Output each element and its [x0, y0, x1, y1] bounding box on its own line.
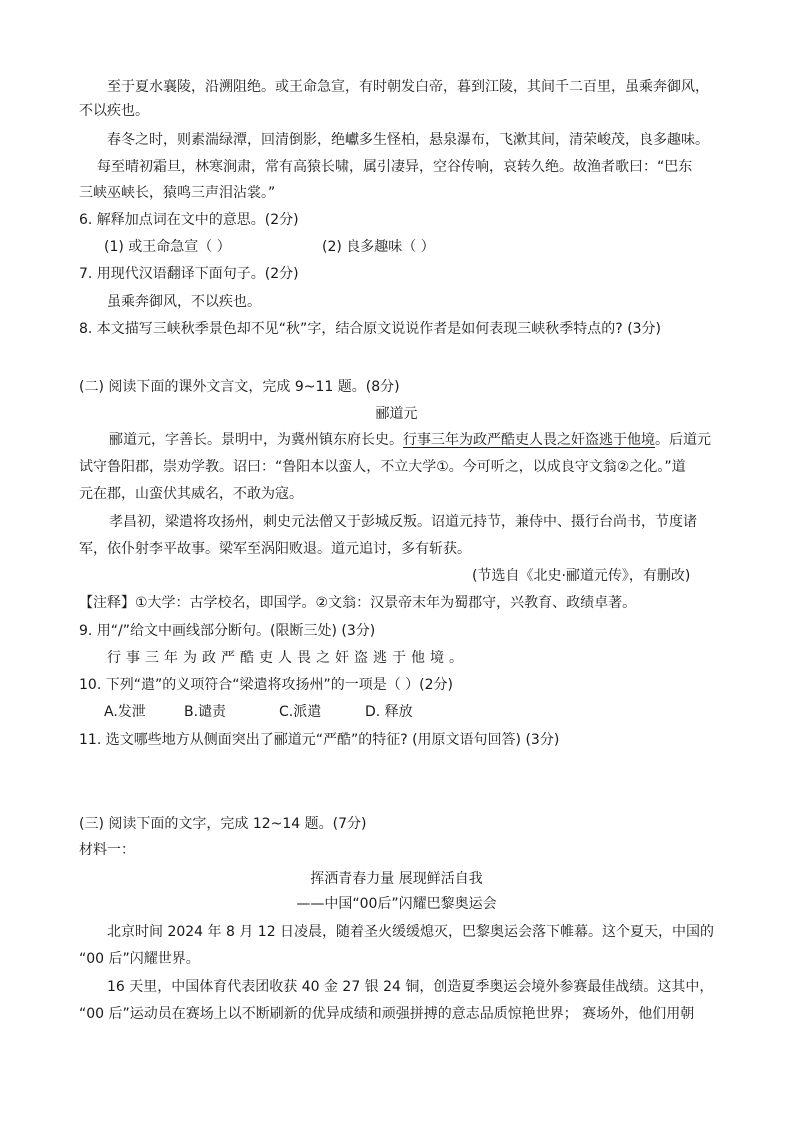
question-9-sentence: 行事三年为政严酷吏人畏之奸盗逃于他境。	[107, 650, 468, 666]
passage-line	[109, 430, 711, 450]
question-10-options	[104, 702, 413, 722]
option-d: D. 释放	[365, 704, 413, 720]
passage-line: 不以疾也。	[79, 103, 149, 119]
section-2-heading: (二) 阅读下面的课外文言文，完成 9~11 题。(8分)	[79, 379, 400, 395]
question-7-stem: 7. 用现代汉语翻译下面句子。(2分)	[79, 266, 299, 282]
passage-line: 16 天里，中国体育代表团收获 40 金 27 银 24 铜，创造夏季奥运会境外参赛最佳战绩。这其中，	[107, 979, 714, 995]
question-11-stem: 11. 选文哪些地方从侧面突出了郦道元“严酷”的特征? (用原文语句回答) (3分)	[79, 732, 560, 748]
option-a: A.发泄	[104, 704, 146, 720]
underlined-sentence: 行事三年为政严酷吏人畏之奸盗逃于他境	[403, 432, 655, 448]
passage-line: “00 后”闪耀世界。	[79, 951, 200, 967]
article-title: 挥洒青春力量 展现鲜活自我	[310, 871, 483, 887]
passage-line: 北京时间 2024 年 8 月 12 日凌晨，随着圣火缓缓熄灭，巴黎奥运会落下帷幕。这个夏天，中国的	[107, 924, 715, 940]
passage-text-post: 。后道元	[655, 432, 711, 448]
passage-source: (节选自《北史·郦道元传》，有删改)	[472, 568, 691, 584]
question-6-stem: 6. 解释加点词在文中的意思。(2分)	[79, 212, 299, 228]
passage-text-pre: 郦道元，字善长。景明中，为冀州镇东府长史。	[109, 432, 403, 448]
passage-line: 试守鲁阳郡，崇劝学教。诏曰：“鲁阳本以蛮人，不立大学①。今可听之，以成良守文翁②之化。”道	[79, 459, 686, 475]
question-6-item-2: (2) 良多趣味（ ）	[322, 239, 435, 255]
passage-line: 军，依仆射李平故事。梁军至涡阳败退。道元追讨，多有斩获。	[79, 541, 471, 557]
passage-line: 春冬之时，则素湍绿潭，回清倒影，绝巘多生怪柏，悬泉瀑布，飞漱其间，清荣峻茂，良多趣味。	[107, 132, 709, 148]
option-b: B.谴责	[184, 704, 227, 720]
question-7-sentence: 虽乘奔御风，不以疾也。	[107, 294, 261, 310]
passage-line: 孝昌初，梁遣将攻扬州，刺史元法僧又于彭城反叛。诏道元持节，兼侍中、摄行台尚书，节度诸	[109, 514, 697, 530]
passage-line: 三峡巫峡长，猿鸣三声泪沾裳。”	[79, 185, 276, 201]
material-label: 材料一：	[79, 842, 135, 858]
annotation-note: 【注释】①大学：古学校名，即国学。②文翁：汉景帝末年为蜀郡守，兴教育、政绩卓著。	[79, 595, 637, 611]
section-3-heading: (三) 阅读下面的文字，完成 12~14 题。(7分)	[79, 816, 367, 832]
question-8-stem: 8. 本文描写三峡秋季景色却不见“秋”字，结合原文说说作者是如何表现三峡秋季特点的? (3分)	[79, 321, 662, 337]
passage-line: 元在郡，山蛮伏其威名，不敢为寇。	[79, 486, 303, 502]
article-subtitle: ——中国“00后”闪耀巴黎奥运会	[296, 896, 497, 912]
question-6-item-1: (1) 或王命急宣（ ）	[104, 239, 231, 255]
question-10-stem: 10. 下列“遣”的义项符合“梁遣将攻扬州”的一项是（ ）(2分)	[79, 677, 454, 693]
passage-line: 至于夏水襄陵，沿溯阻绝。或王命急宣，有时朝发白帝，暮到江陵，其间千二百里，虽乘奔御风，	[107, 79, 709, 95]
question-9-stem: 9. 用“/”给文中画线部分断句。(限断三处) (3分)	[79, 623, 376, 639]
option-c: C.派遣	[279, 704, 322, 720]
section-2-title: 郦道元	[375, 406, 418, 422]
passage-line: “00 后”运动员在赛场上以不断刷新的优异成绩和顽强拼搏的意志品质惊艳世界； 赛场外，他们用朝	[79, 1006, 695, 1022]
passage-line: 每至晴初霜旦，林寒涧肃，常有高猿长啸，属引凄异，空谷传响，哀转久绝。故渔者歌曰：“巴东	[97, 159, 693, 175]
